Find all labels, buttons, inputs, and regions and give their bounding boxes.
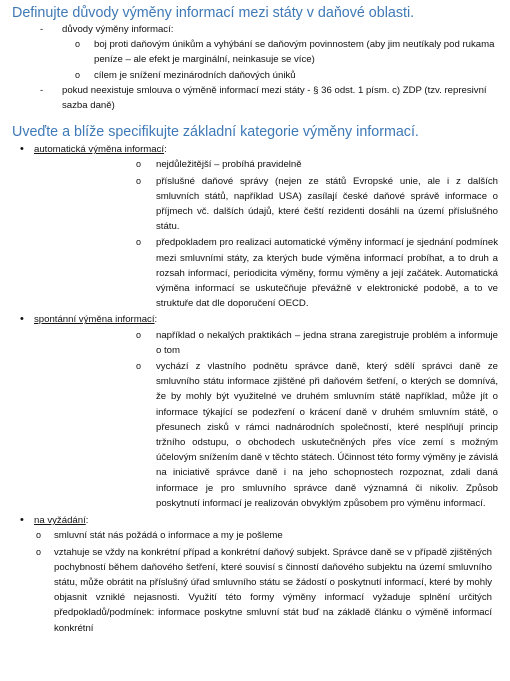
- list-item: [12, 174, 498, 235]
- category-colon: :: [85, 515, 89, 527]
- circle-marker: o: [136, 175, 142, 186]
- list-item: [12, 235, 498, 311]
- list-item: [12, 157, 498, 172]
- list-item-text: pokud neexistuje smlouva o výměně informací mezi státy - § 36 odst. 1 písm. c) ZDP (tzv. represivní sazba daně): [62, 84, 487, 112]
- sub-list-item-text: boj proti daňovým únikům a vyhýbání se daňovým povinnostem (aby jim neutíkaly pod rukama peníze – ale efekt je marginální, neinkasuje se více): [94, 39, 495, 66]
- category-colon: :: [154, 314, 158, 326]
- category-automatic-items: [12, 157, 498, 311]
- list-item-text: vztahuje se vždy na konkrétní případ a konkrétní daňový subjekt. Správce daně se v případě zjištěných pochybností během daňového šetření, které souvisí s činností daňového subjektu na území smluvního státu, může obrátit na příslušný úřad smluvního státu se žádostí o poskytnutí informací, které by mohly objasnit vzniklé nejasnosti. Využití této formy výměny informací vyžaduje splnění určitých předpokladů/podmínek: informace poskytne smluvní stát buď na základě článku o výměně informací konkrétní: [54, 546, 492, 634]
- sub-list-item: [12, 68, 498, 83]
- list-item-text: vychází z vlastního podnětu správce daně, který sdělí správci daně ze smluvního státu informace zjištěné při daňovém šetření, o kterých se domnívá, že by mohly být využitelné ve druhém smluvním státě například, může jít o informace týkající se podezření o krácení daně v druhém smluvním státě, o přesunech zisků v rámci nadnárodních společností, které nesplňují princip tržního odstupu, o obchodech uskutečněných přes více zemí s možným účelovým snížením daně v těchto státech. Účinnost této formy výměny je závislá na iniciativě správce daně i na jeho schopnostech rozpoznat, zdali daná informace je pro smluvního správce daně významná či nikoliv. Způsob poskytnutí informací je realizován obvyklým způsobem pro výměnu informací.: [156, 361, 498, 509]
- bullet-marker: •: [20, 313, 24, 326]
- list-item-text: příslušné daňové správy (nejen ze států Evropské unie, ale i z dalších smluvních států, například USA) zasílají české daňové správě informace o příjmech vč. dalších údajů, které čeští rezidenti dosáhli na území příslušného státu.: [156, 175, 498, 233]
- dash-marker: -: [40, 24, 44, 35]
- list-item: [12, 545, 498, 636]
- list-item-text: smluvní stát nás požádá o informace a my je pošleme: [54, 530, 283, 542]
- circle-marker: o: [75, 39, 81, 50]
- category-on-request: [12, 513, 498, 528]
- sub-list-item-text: cílem je snížení mezinárodních daňových úniků: [94, 69, 296, 81]
- list-item: [12, 83, 498, 113]
- category-label: na vyžádání: [34, 515, 86, 527]
- circle-marker: o: [136, 159, 142, 170]
- list-item-text: důvody výměny informací:: [62, 24, 174, 35]
- list-item: [12, 22, 498, 37]
- list-item-text: nejdůležitější – probíhá pravidelně: [156, 159, 302, 171]
- circle-marker: o: [136, 237, 142, 248]
- category-label: spontánní výměna informací: [34, 314, 155, 326]
- bullet-marker: •: [20, 143, 24, 156]
- category-automatic: [12, 142, 498, 157]
- category-on-request-items: [12, 528, 498, 635]
- list-item: [12, 359, 498, 511]
- sub-list-item: [12, 37, 498, 67]
- circle-marker: o: [75, 69, 81, 80]
- circle-marker: o: [36, 546, 42, 557]
- bullet-marker: •: [20, 514, 24, 527]
- list-item: [12, 328, 498, 358]
- circle-marker: o: [136, 329, 142, 340]
- dash-marker: -: [40, 84, 44, 96]
- category-spontaneous-items: [12, 328, 498, 511]
- list-item-text: například o nekalých praktikách – jedna strana zaregistruje problém a informuje o tom: [156, 329, 498, 356]
- circle-marker: o: [136, 361, 142, 372]
- list-item: [12, 528, 498, 543]
- category-colon: :: [164, 144, 167, 156]
- section1-list: [12, 22, 498, 113]
- category-spontaneous: [12, 312, 498, 327]
- category-label: automatická výměna informací: [34, 144, 165, 156]
- circle-marker: o: [36, 530, 42, 541]
- section2-heading: Uveďte a blíže specifikujte základní kategorie výměny informací.: [12, 124, 419, 141]
- section1-heading: Definujte důvody výměny informací mezi státy v daňové oblasti.: [12, 5, 415, 21]
- list-item-text: předpokladem pro realizaci automatické výměny informací je sjednání podmínek mezi smluvními státy, za kterých bude výměna informací probíhat, a to druh a rozsah informací, periodicita výměny, formu výměny a její začátek. Automatická výměna informací se uskutečňuje převážně v elektronické podobě, a to ve struktuře dat dle doporučení OECD.: [156, 237, 498, 310]
